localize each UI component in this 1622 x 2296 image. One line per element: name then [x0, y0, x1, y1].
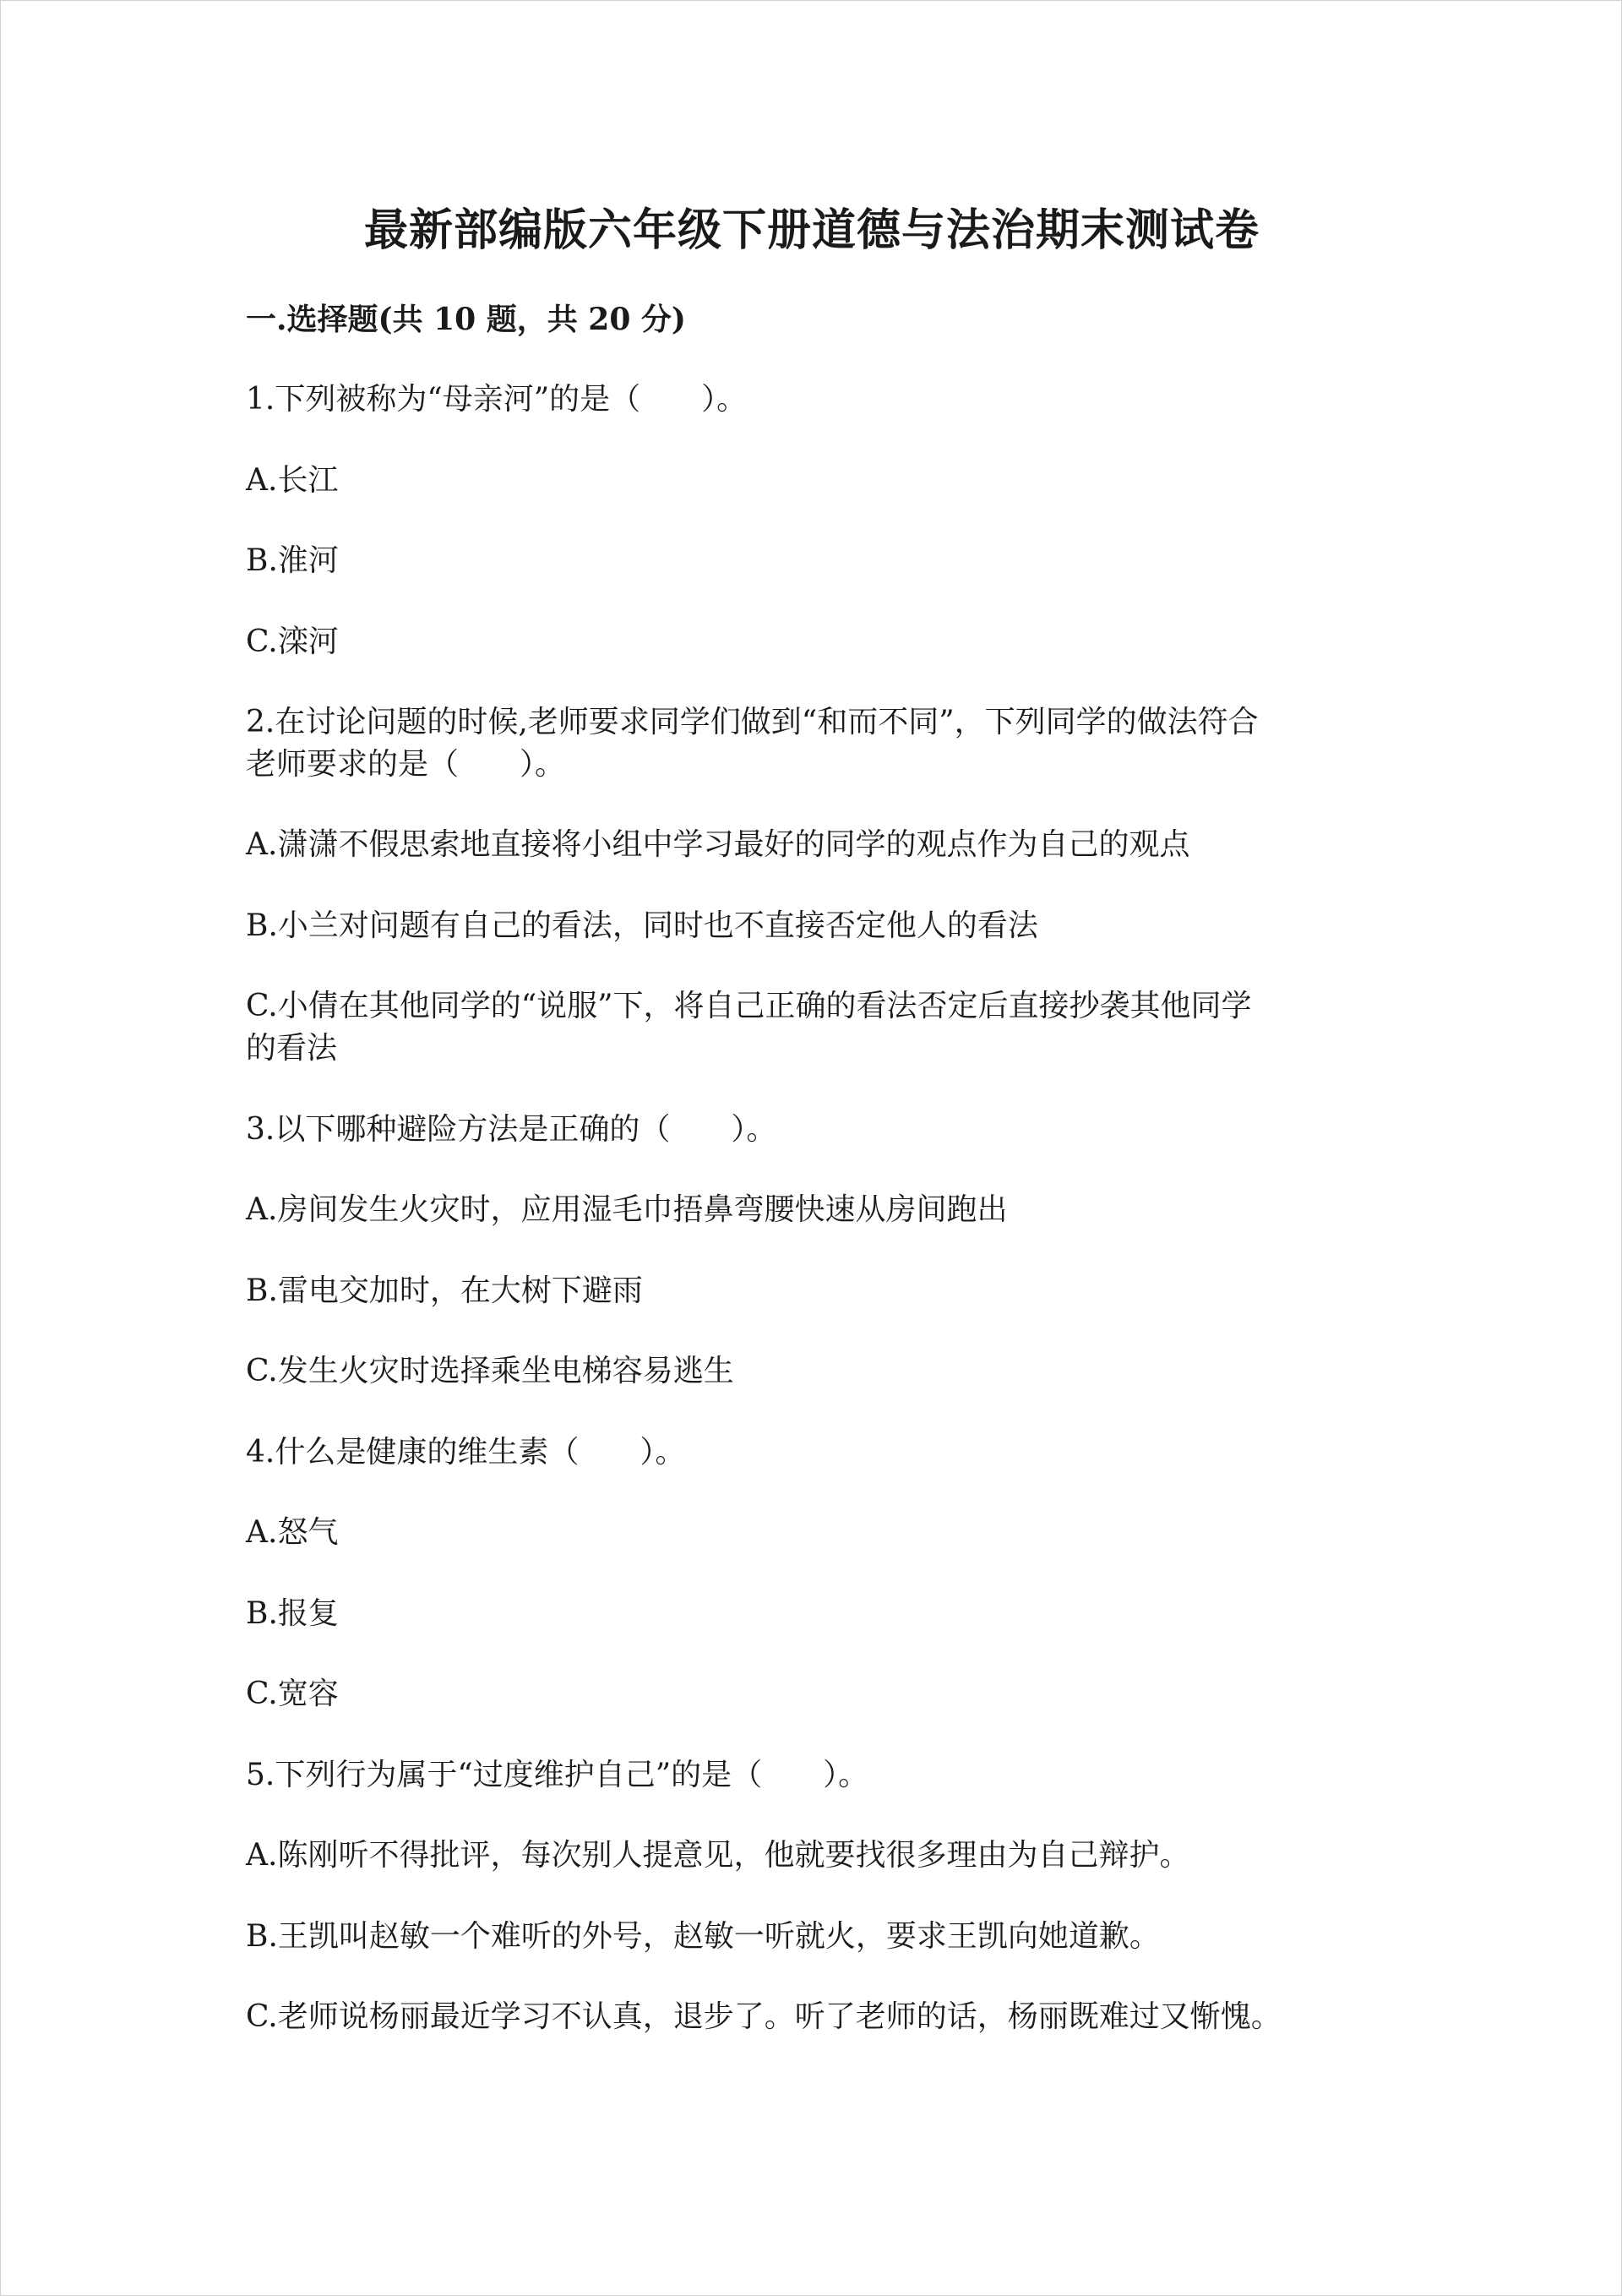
- question-5-option-a: A.陈刚听不得批评，每次别人提意见，他就要找很多理由为自己辩护。: [246, 1838, 1190, 1873]
- question-4-option-b: B.报复: [246, 1596, 339, 1631]
- question-3-option-c: C.发生火灾时选择乘坐电梯容易逃生: [246, 1354, 734, 1388]
- question-2-option-b: B.小兰对问题有自己的看法，同时也不直接否定他人的看法: [246, 908, 1038, 943]
- question-2-stem-line-1: 2.在讨论问题的时候,老师要求同学们做到“和而不同”，下列同学的做法符合: [246, 705, 1259, 739]
- question-4-stem: 4.什么是健康的维生素（ ）。: [246, 1435, 686, 1470]
- question-1-option-b: B.淮河: [246, 543, 339, 578]
- question-1-option-c: C.滦河: [246, 624, 339, 659]
- page-title: 最新部编版六年级下册道德与法治期末测试卷: [363, 205, 1260, 256]
- question-2-option-c-line-1: C.小倩在其他同学的“说服”下，将自己正确的看法否定后直接抄袭其他同学: [246, 989, 1252, 1023]
- question-5-option-b: B.王凯叫赵敏一个难听的外号，赵敏一听就火，要求王凯向她道歉。: [246, 1919, 1160, 1954]
- question-4-option-a: A.怒气: [246, 1515, 339, 1550]
- question-2-stem-line-2: 老师要求的是（ ）。: [246, 747, 566, 782]
- question-5-stem: 5.下列行为属于“过度维护自己”的是（ ）。: [246, 1758, 869, 1792]
- question-2-option-a: A.潇潇不假思索地直接将小组中学习最好的同学的观点作为自己的观点: [246, 827, 1190, 862]
- question-4-option-c: C.宽容: [246, 1677, 339, 1711]
- question-3-option-b: B.雷电交加时，在大树下避雨: [246, 1273, 643, 1308]
- question-3-option-a: A.房间发生火灾时，应用湿毛巾捂鼻弯腰快速从房间跑出: [246, 1192, 1008, 1227]
- question-5-option-c: C.老师说杨丽最近学习不认真，退步了。听了老师的话，杨丽既难过又惭愧。: [246, 1999, 1282, 2034]
- question-2-option-c-line-2: 的看法: [246, 1031, 338, 1066]
- question-1-stem: 1.下列被称为“母亲河”的是（ ）。: [246, 382, 748, 417]
- question-3-stem: 3.以下哪种避险方法是正确的（ ）。: [246, 1112, 777, 1147]
- question-1-option-a: A.长江: [246, 463, 339, 498]
- section-heading: 一.选择题(共 10 题，共 20 分): [246, 302, 686, 337]
